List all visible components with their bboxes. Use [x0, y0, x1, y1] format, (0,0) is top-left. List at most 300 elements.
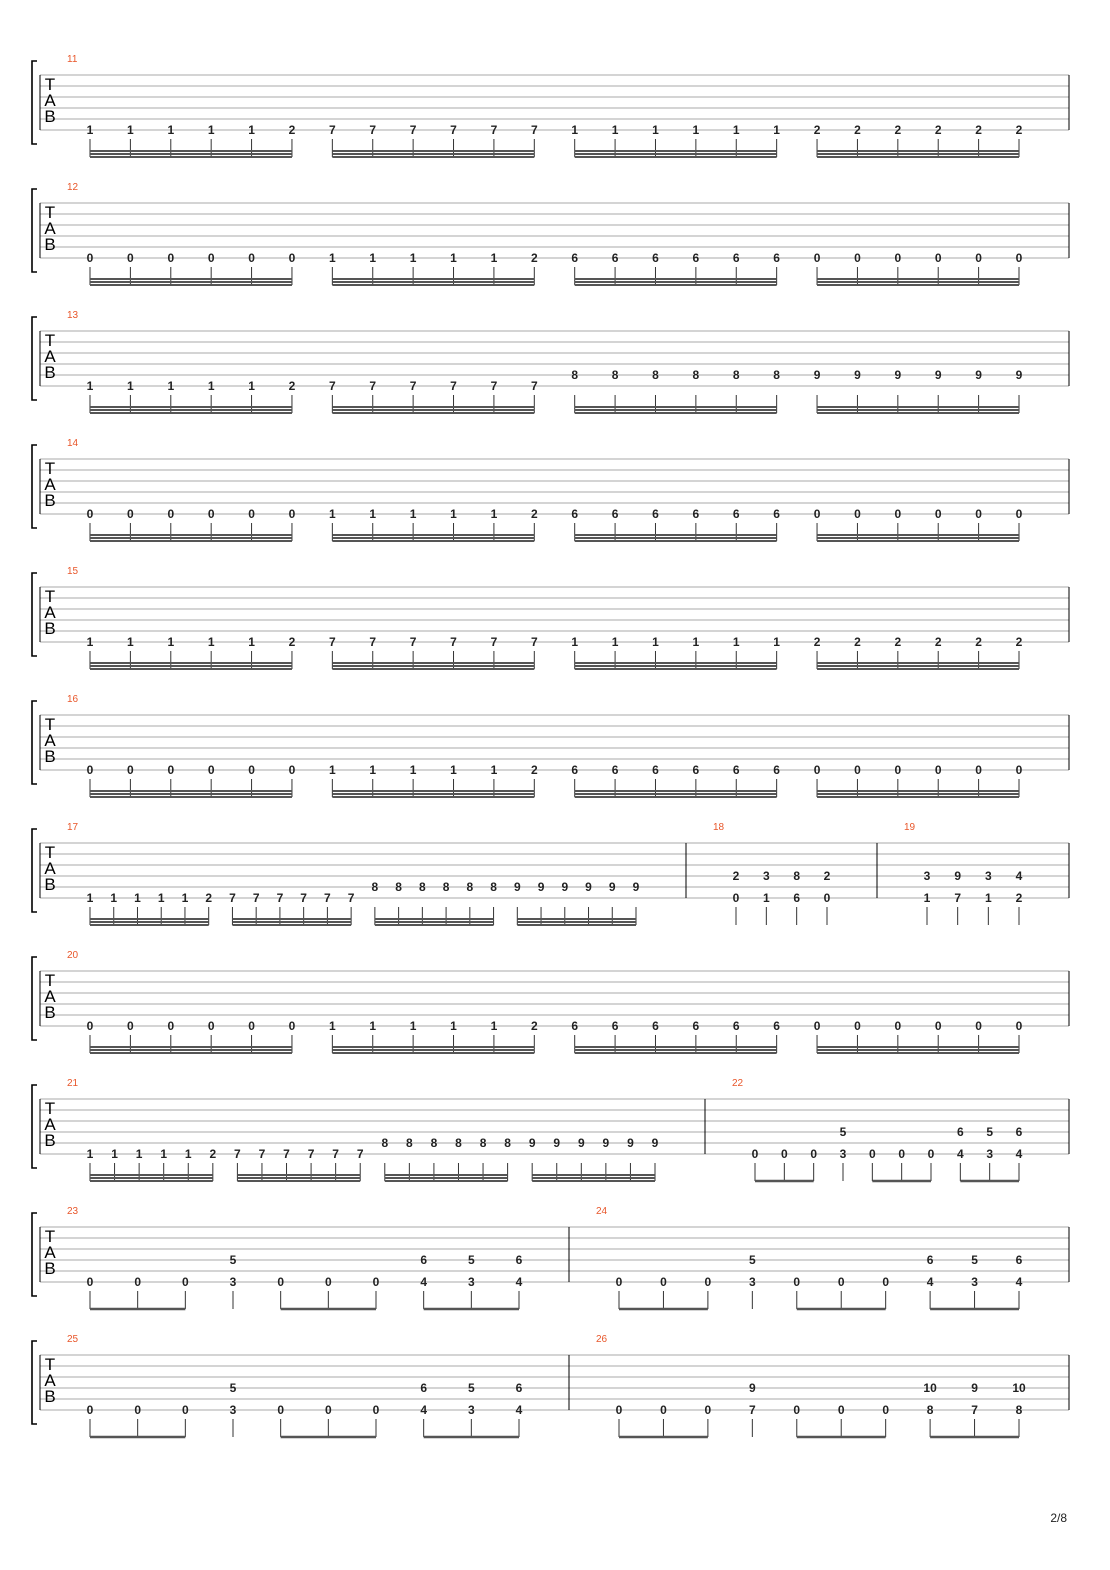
fret-number: 0: [167, 507, 175, 521]
fret-number: 1: [490, 251, 498, 265]
fret-number: 1: [692, 635, 700, 649]
tab-clef-letter: T: [44, 843, 56, 862]
fret-number: 4: [926, 1275, 934, 1289]
fret-number: 9: [608, 880, 616, 894]
tab-clef-letter: B: [44, 1003, 56, 1022]
fret-number: 9: [854, 368, 861, 382]
fret-number: 10: [923, 1381, 937, 1395]
fret-number: 3: [971, 1275, 978, 1289]
fret-number: 7: [369, 635, 377, 649]
fret-number: 1: [157, 891, 165, 905]
system-bracket: [32, 829, 37, 912]
fret-number: 0: [248, 507, 255, 521]
fret-number: 8: [490, 880, 497, 894]
fret-number: 1: [167, 123, 175, 137]
fret-number: 0: [167, 763, 175, 777]
tab-system: [32, 957, 1069, 1053]
fret-number: 6: [926, 1253, 934, 1267]
fret-number: 4: [420, 1275, 428, 1289]
fret-number: 6: [773, 763, 780, 777]
fret-number: 0: [207, 507, 215, 521]
measure-number: 20: [67, 950, 79, 961]
fret-number: 0: [934, 763, 942, 777]
fret-number: 0: [207, 251, 215, 265]
fret-number: 7: [300, 891, 307, 905]
fret-number: 0: [751, 1147, 759, 1161]
measure-number: 24: [596, 1206, 608, 1217]
fret-number: 7: [530, 635, 538, 649]
fret-number: 2: [894, 123, 902, 137]
fret-number: 2: [975, 123, 982, 137]
fret-number: 0: [975, 251, 982, 265]
fret-number: 0: [975, 507, 982, 521]
measure-number: 13: [67, 310, 79, 321]
tab-clef-letter: A: [44, 987, 56, 1006]
fret-number: 6: [652, 1019, 659, 1033]
tab-clef-letter: A: [44, 1371, 56, 1390]
system-bracket: [32, 61, 37, 144]
fret-number: 1: [490, 763, 498, 777]
fret-number: 2: [530, 763, 538, 777]
fret-number: 0: [704, 1275, 712, 1289]
system-bracket: [32, 1213, 37, 1296]
fret-number: 3: [229, 1403, 237, 1417]
measure-number: 11: [67, 54, 78, 65]
fret-number: 8: [406, 1136, 413, 1150]
fret-number: 0: [934, 251, 942, 265]
fret-number: 1: [369, 251, 377, 265]
fret-number: 1: [923, 891, 931, 905]
fret-number: 1: [207, 123, 215, 137]
fret-number: 9: [577, 1136, 585, 1150]
tab-system: [32, 701, 1069, 797]
tab-clef-letter: T: [44, 331, 56, 350]
fret-number: 0: [810, 1147, 818, 1161]
fret-number: 7: [954, 891, 962, 905]
fret-number: 7: [329, 379, 336, 393]
fret-number: 0: [868, 1147, 876, 1161]
fret-number: 7: [409, 635, 417, 649]
fret-number: 7: [234, 1147, 241, 1161]
measure-number: 12: [67, 182, 79, 193]
fret-number: 9: [651, 1136, 659, 1150]
tab-clef-letter: A: [44, 219, 56, 238]
fret-number: 0: [813, 763, 821, 777]
fret-number: 6: [652, 507, 659, 521]
fret-number: 8: [692, 368, 700, 382]
fret-number: 6: [420, 1253, 428, 1267]
fret-number: 0: [288, 1019, 296, 1033]
fret-number: 2: [530, 251, 538, 265]
fret-number: 8: [455, 1136, 462, 1150]
fret-number: 7: [332, 1147, 339, 1161]
fret-number: 0: [207, 763, 215, 777]
fret-number: 3: [923, 869, 931, 883]
fret-number: 2: [1015, 891, 1023, 905]
fret-number: 1: [571, 123, 579, 137]
tab-clef-letter: B: [44, 107, 56, 126]
tab-clef-letter: A: [44, 731, 56, 750]
fret-number: 0: [975, 1019, 982, 1033]
fret-number: 6: [773, 251, 780, 265]
fret-number: 1: [111, 1147, 118, 1161]
fret-number: 6: [515, 1381, 523, 1395]
fret-number: 0: [823, 891, 831, 905]
fret-number: 1: [127, 635, 134, 649]
page-number: 2/8: [1050, 1511, 1067, 1525]
fret-number: 2: [1015, 123, 1023, 137]
fret-number: 0: [975, 763, 982, 777]
tab-clef-letter: T: [44, 1227, 56, 1246]
tab-clef-letter: T: [44, 971, 56, 990]
fret-number: 2: [975, 635, 982, 649]
fret-number: 1: [369, 507, 377, 521]
fret-number: 4: [420, 1403, 428, 1417]
tab-clef-letter: T: [44, 459, 56, 478]
fret-number: 1: [248, 123, 255, 137]
fret-number: 0: [288, 251, 296, 265]
tab-system: [32, 61, 1069, 157]
fret-number: 0: [882, 1403, 890, 1417]
fret-number: 0: [248, 1019, 255, 1033]
fret-number: 9: [528, 1136, 536, 1150]
tab-clef-letter: A: [44, 1115, 56, 1134]
fret-number: 1: [450, 763, 457, 777]
fret-number: 4: [956, 1147, 964, 1161]
fret-number: 0: [882, 1275, 890, 1289]
fret-number: 0: [837, 1403, 845, 1417]
fret-number: 0: [277, 1403, 285, 1417]
fret-number: 1: [450, 251, 457, 265]
fret-number: 2: [823, 869, 831, 883]
fret-number: 1: [611, 635, 619, 649]
system-bracket: [32, 189, 37, 272]
fret-number: 0: [86, 251, 94, 265]
fret-number: 0: [324, 1275, 332, 1289]
fret-number: 0: [127, 763, 134, 777]
measure-number: 18: [713, 822, 725, 833]
fret-number: 6: [571, 507, 579, 521]
system-bracket: [32, 573, 37, 656]
fret-number: 6: [732, 251, 740, 265]
fret-number: 8: [371, 880, 379, 894]
tab-clef-letter: T: [44, 715, 56, 734]
fret-number: 0: [127, 251, 134, 265]
fret-number: 1: [984, 891, 992, 905]
fret-number: 6: [652, 251, 659, 265]
fret-number: 6: [692, 763, 700, 777]
fret-number: 8: [652, 368, 659, 382]
fret-number: 7: [409, 123, 417, 137]
tab-clef-letter: A: [44, 91, 56, 110]
tab-clef-letter: A: [44, 347, 56, 366]
fret-number: 0: [854, 251, 861, 265]
fret-number: 9: [561, 880, 569, 894]
fret-number: 9: [748, 1381, 756, 1395]
fret-number: 10: [1012, 1381, 1026, 1395]
fret-number: 0: [934, 507, 942, 521]
fret-number: 0: [615, 1275, 623, 1289]
fret-number: 6: [732, 1019, 740, 1033]
fret-number: 1: [490, 507, 498, 521]
fret-number: 7: [450, 379, 457, 393]
measure-number: 17: [67, 822, 79, 833]
fret-number: 0: [277, 1275, 285, 1289]
fret-number: 1: [369, 1019, 377, 1033]
fret-number: 7: [490, 123, 498, 137]
fret-number: 6: [692, 1019, 700, 1033]
fret-number: 0: [660, 1275, 667, 1289]
fret-number: 1: [86, 379, 94, 393]
fret-number: 1: [409, 251, 417, 265]
fret-number: 8: [732, 368, 740, 382]
fret-number: 2: [209, 1147, 217, 1161]
tab-clef-letter: T: [44, 1355, 56, 1374]
fret-number: 2: [1015, 635, 1023, 649]
fret-number: 0: [207, 1019, 215, 1033]
fret-number: 2: [934, 123, 942, 137]
fret-number: 7: [324, 891, 331, 905]
fret-number: 7: [409, 379, 417, 393]
fret-number: 1: [86, 123, 94, 137]
fret-number: 1: [181, 891, 189, 905]
fret-number: 1: [134, 891, 141, 905]
measure-number: 26: [596, 1334, 608, 1345]
fret-number: 7: [450, 635, 457, 649]
fret-number: 7: [530, 379, 538, 393]
fret-number: 9: [975, 368, 982, 382]
fret-number: 9: [627, 1136, 634, 1150]
fret-number: 0: [894, 507, 902, 521]
fret-number: 6: [732, 763, 740, 777]
fret-number: 6: [571, 763, 579, 777]
fret-number: 1: [369, 763, 377, 777]
fret-number: 1: [732, 635, 740, 649]
fret-number: 1: [135, 1147, 143, 1161]
fret-number: 0: [248, 251, 255, 265]
fret-number: 1: [409, 763, 417, 777]
fret-number: 0: [181, 1403, 189, 1417]
fret-number: 7: [283, 1147, 290, 1161]
fret-number: 8: [773, 368, 780, 382]
fret-number: 8: [926, 1403, 934, 1417]
fret-number: 8: [479, 1136, 487, 1150]
fret-number: 5: [467, 1381, 475, 1395]
fret-number: 6: [692, 251, 700, 265]
fret-number: 1: [490, 1019, 498, 1033]
fret-number: 9: [632, 880, 640, 894]
fret-number: 7: [252, 891, 260, 905]
fret-number: 0: [927, 1147, 935, 1161]
fret-number: 7: [971, 1403, 978, 1417]
fret-number: 7: [490, 379, 498, 393]
fret-number: 9: [813, 368, 821, 382]
fret-number: 1: [86, 891, 94, 905]
fret-number: 9: [954, 869, 962, 883]
fret-number: 6: [773, 507, 780, 521]
fret-number: 0: [86, 1019, 94, 1033]
measure-number: 22: [732, 1078, 744, 1089]
fret-number: 1: [329, 507, 336, 521]
fret-number: 8: [442, 880, 450, 894]
tab-clef-letter: B: [44, 1259, 56, 1278]
fret-number: 0: [1015, 251, 1023, 265]
fret-number: 5: [467, 1253, 475, 1267]
fret-number: 6: [732, 507, 740, 521]
fret-number: 7: [329, 123, 336, 137]
measure-number: 21: [67, 1078, 79, 1089]
system-bracket: [32, 1341, 37, 1424]
fret-number: 1: [127, 379, 134, 393]
fret-number: 2: [854, 635, 861, 649]
fret-number: 0: [660, 1403, 667, 1417]
fret-number: 6: [611, 763, 619, 777]
fret-number: 0: [793, 1275, 801, 1289]
tab-clef-letter: B: [44, 747, 56, 766]
measure-number: 15: [67, 566, 79, 577]
fret-number: 6: [571, 251, 579, 265]
fret-number: 0: [288, 507, 296, 521]
tab-clef-letter: B: [44, 1387, 56, 1406]
tab-system: [32, 573, 1069, 669]
measure-number: 16: [67, 694, 79, 705]
system-bracket: [32, 1085, 37, 1168]
fret-number: 6: [1015, 1253, 1023, 1267]
fret-number: 5: [229, 1381, 237, 1395]
tab-clef-letter: B: [44, 491, 56, 510]
fret-number: 9: [585, 880, 592, 894]
fret-number: 0: [167, 251, 175, 265]
tab-clef-letter: B: [44, 1131, 56, 1150]
measure-number: 14: [67, 438, 79, 449]
fret-number: 0: [615, 1403, 623, 1417]
tab-system: [32, 317, 1069, 413]
fret-number: 6: [956, 1125, 964, 1139]
fret-number: 1: [167, 379, 175, 393]
fret-number: 1: [127, 123, 134, 137]
fret-number: 0: [167, 1019, 175, 1033]
fret-number: 0: [127, 507, 134, 521]
fret-number: 0: [248, 763, 255, 777]
fret-number: 7: [748, 1403, 756, 1417]
fret-number: 7: [356, 1147, 364, 1161]
fret-number: 1: [409, 1019, 417, 1033]
fret-number: 1: [207, 379, 215, 393]
tab-clef-letter: B: [44, 363, 56, 382]
system-bracket: [32, 957, 37, 1040]
fret-number: 0: [898, 1147, 906, 1161]
fret-number: 1: [329, 763, 336, 777]
fret-number: 8: [504, 1136, 511, 1150]
fret-number: 6: [773, 1019, 780, 1033]
fret-number: 2: [894, 635, 902, 649]
fret-number: 0: [837, 1275, 845, 1289]
tab-system: [32, 189, 1069, 285]
tab-clef-letter: T: [44, 75, 56, 94]
fret-number: 0: [1015, 507, 1023, 521]
fret-number: 1: [773, 635, 780, 649]
fret-number: 1: [692, 123, 700, 137]
fret-number: 0: [894, 1019, 902, 1033]
fret-number: 9: [537, 880, 545, 894]
fret-number: 1: [450, 507, 457, 521]
fret-number: 0: [934, 1019, 942, 1033]
fret-number: 6: [611, 1019, 619, 1033]
fret-number: 1: [329, 1019, 336, 1033]
fret-number: 2: [934, 635, 942, 649]
tab-clef-letter: B: [44, 619, 56, 638]
fret-number: 0: [288, 763, 296, 777]
fret-number: 6: [692, 507, 700, 521]
fret-number: 1: [184, 1147, 192, 1161]
fret-number: 0: [324, 1403, 332, 1417]
measure-number: 25: [67, 1334, 79, 1345]
fret-number: 9: [971, 1381, 978, 1395]
fret-number: 0: [732, 891, 740, 905]
fret-number: 1: [450, 1019, 457, 1033]
fret-number: 8: [793, 869, 801, 883]
fret-number: 0: [894, 251, 902, 265]
fret-number: 7: [276, 891, 284, 905]
fret-number: 1: [110, 891, 118, 905]
fret-number: 0: [854, 763, 861, 777]
tab-system: [32, 1341, 1069, 1437]
fret-number: 1: [207, 635, 215, 649]
tab-clef-letter: T: [44, 587, 56, 606]
system-bracket: [32, 317, 37, 400]
fret-number: 1: [652, 635, 659, 649]
fret-number: 6: [571, 1019, 579, 1033]
system-bracket: [32, 445, 37, 528]
fret-number: 6: [611, 251, 619, 265]
tab-system: [32, 445, 1069, 541]
measure-number: 19: [904, 822, 916, 833]
fret-number: 8: [430, 1136, 438, 1150]
fret-number: 1: [762, 891, 770, 905]
fret-number: 3: [986, 1147, 994, 1161]
fret-number: 4: [1015, 869, 1023, 883]
fret-number: 6: [793, 891, 801, 905]
fret-number: 1: [167, 635, 175, 649]
tab-system: [32, 1085, 1069, 1181]
fret-number: 2: [288, 635, 296, 649]
fret-number: 0: [86, 507, 94, 521]
fret-number: 2: [288, 379, 296, 393]
tab-clef-letter: A: [44, 859, 56, 878]
fret-number: 5: [986, 1125, 994, 1139]
fret-number: 2: [288, 123, 296, 137]
fret-number: 1: [248, 379, 255, 393]
fret-number: 1: [86, 635, 94, 649]
fret-number: 7: [347, 891, 355, 905]
fret-number: 1: [248, 635, 255, 649]
fret-number: 9: [1015, 368, 1023, 382]
fret-number: 1: [773, 123, 780, 137]
fret-number: 0: [1015, 763, 1023, 777]
tab-clef-letter: B: [44, 875, 56, 894]
fret-number: 0: [127, 1019, 134, 1033]
fret-number: 3: [762, 869, 770, 883]
fret-number: 1: [409, 507, 417, 521]
fret-number: 8: [611, 368, 619, 382]
fret-number: 0: [1015, 1019, 1023, 1033]
fret-number: 9: [602, 1136, 610, 1150]
fret-number: 5: [229, 1253, 237, 1267]
fret-number: 0: [86, 1275, 94, 1289]
fret-number: 0: [780, 1147, 788, 1161]
fret-number: 3: [229, 1275, 237, 1289]
fret-number: 0: [704, 1403, 712, 1417]
